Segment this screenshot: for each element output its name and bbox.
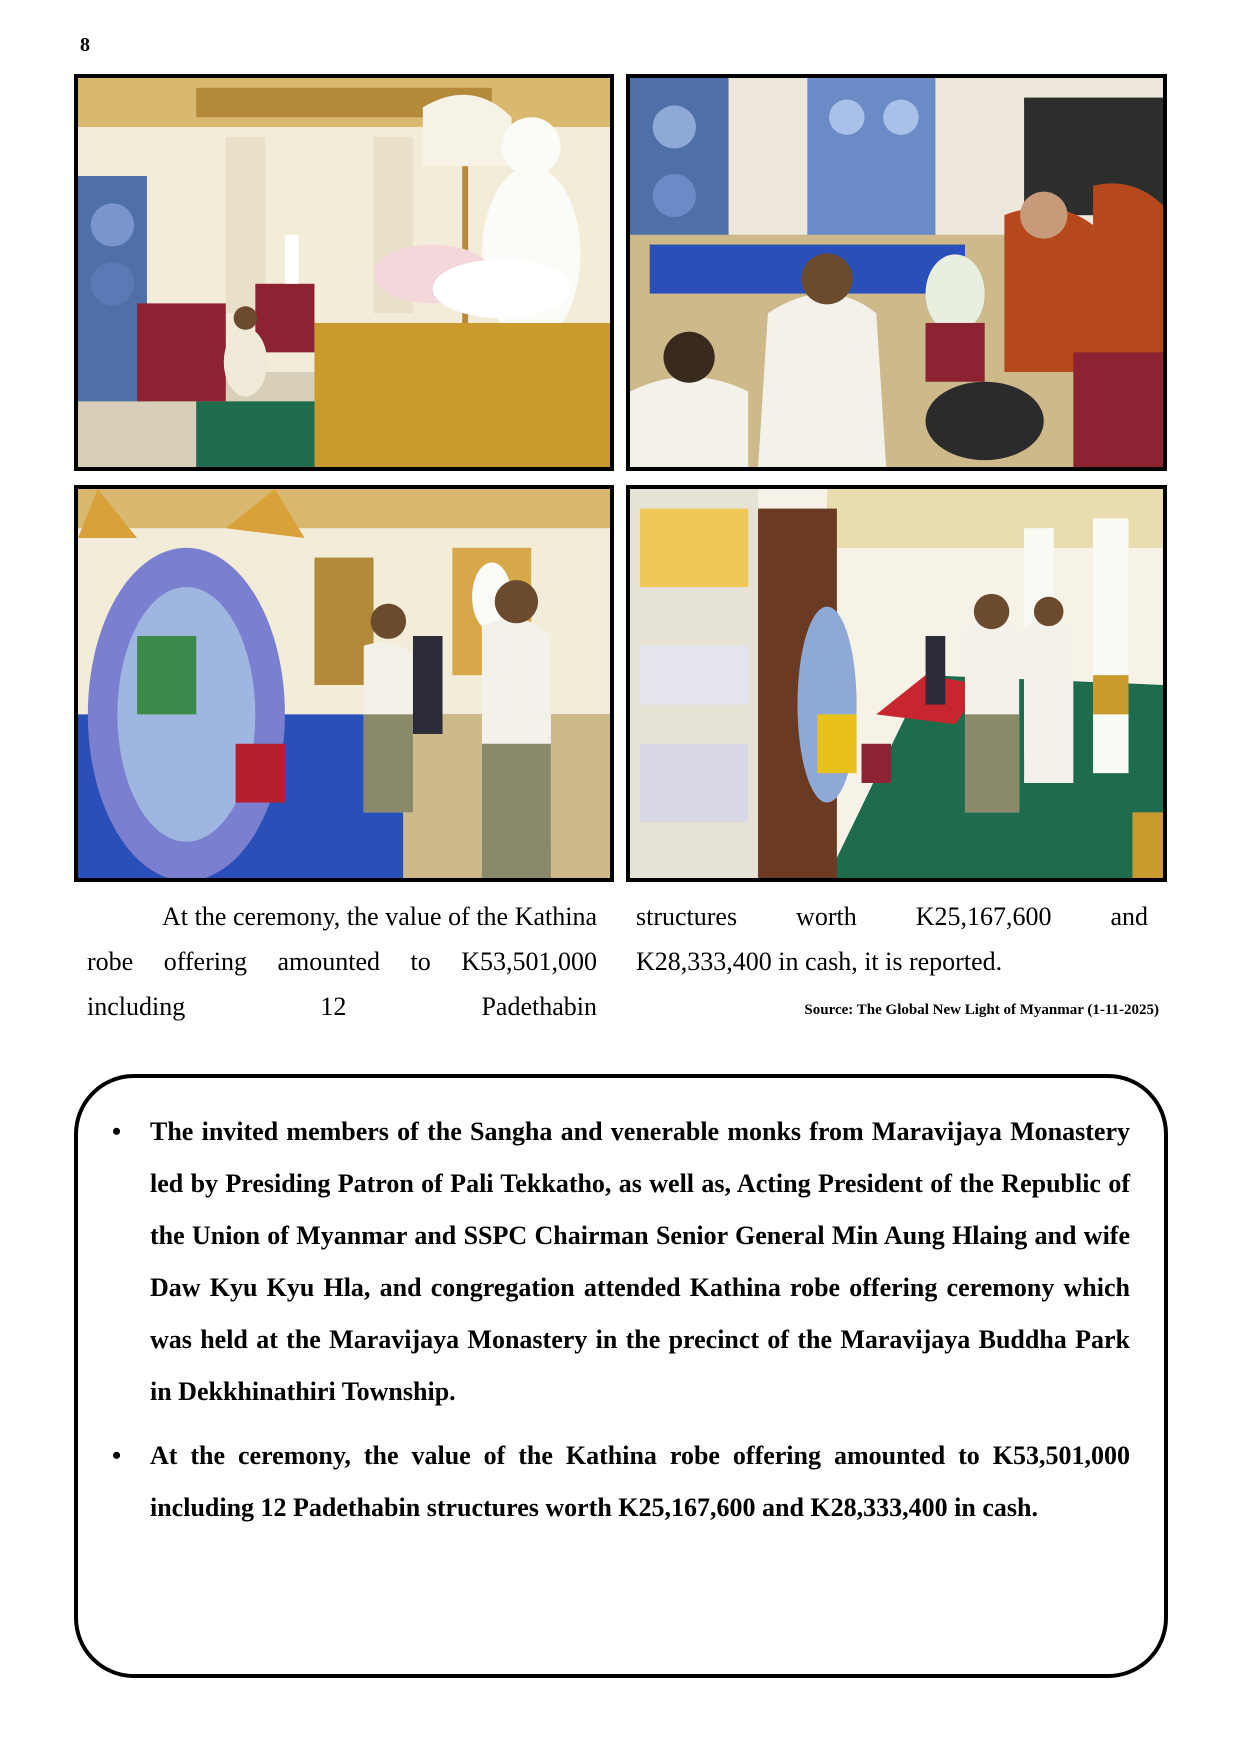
summary-item-text: The invited members of the Sangha and venerable monks from Maravijaya Monastery led by Presiding Patron of Pali Tekkatho, as well as, Acting President of the Republic of the Union of Myanmar and SSPC Chairman Senior General Min Aung Hlaing and wife Daw Kyu Kyu Hla, and congregation attended Kathina robe offering ceremony which was held at the Maravijaya Monastery in the precinct of the Maravijaya Buddha Park in Dekkhinathiri Township. [150, 1117, 1130, 1406]
corridor-procession-photo [626, 485, 1167, 882]
padethabin-display-photo [74, 485, 614, 882]
summary-list [110, 1106, 1130, 1546]
article-right-line-1: structures worth K25,167,600 and [636, 902, 1148, 931]
summary-item [110, 1106, 1130, 1418]
article-left-column: At the ceremony, the value of the Kathina robe offering amounted to K53,501,000 including 12 Padethabin [87, 902, 597, 1021]
article-right-line-2: K28,333,400 in cash, it is reported. [636, 947, 1003, 976]
monk-offering-photo [626, 74, 1167, 471]
bullet-icon: • [112, 1441, 122, 1470]
summary-item-text: At the ceremony, the value of the Kathina robe offering amounted to K53,501,000 including 12 Padethabin structures worth K25,167,600 and K28,333,400 in cash. [150, 1441, 1130, 1522]
page-number: 8 [80, 34, 90, 56]
shrine-hall-photo [74, 74, 614, 471]
summary-item [110, 1430, 1130, 1534]
source-credit: Source: The Global New Light of Myanmar (1-11-2025) [804, 1002, 1159, 1018]
summary-box [74, 1074, 1168, 1678]
bullet-icon: • [112, 1117, 122, 1146]
article-right-column [636, 894, 1148, 984]
